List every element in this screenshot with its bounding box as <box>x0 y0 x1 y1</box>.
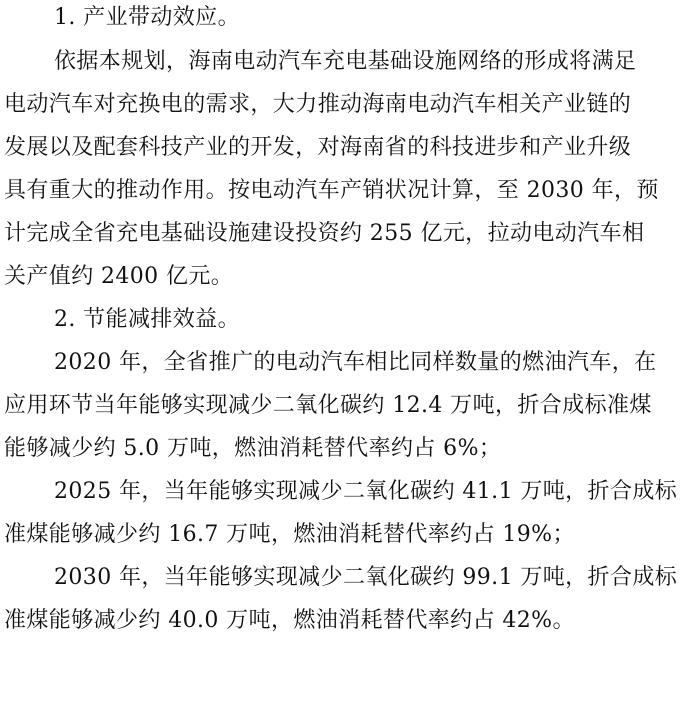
text-line: 发展以及配套科技产业的开发，对海南省的科技进步和产业升级 <box>4 135 632 160</box>
text-line: 准煤能够减少约 16.7 万吨，燃油消耗替代率约占 19%； <box>4 522 575 547</box>
text-line: 2025 年，当年能够实现减少二氧化碳约 41.1 万吨，折合成标 <box>54 479 678 504</box>
section-heading-energy: 2. 节能减排效益。 <box>54 307 240 332</box>
text-line: 依据本规划，海南电动汽车充电基础设施网络的形成将满足 <box>54 49 637 74</box>
text-line: 能够减少约 5.0 万吨，燃油消耗替代率约占 6%； <box>4 436 502 461</box>
text-line: 计完成全省充电基础设施建设投资约 255 亿元，拉动电动汽车相 <box>4 221 645 246</box>
text-line: 电动汽车对充换电的需求，大力推动海南电动汽车相关产业链的 <box>4 92 632 117</box>
text-line: 2020 年，全省推广的电动汽车相比同样数量的燃油汽车，在 <box>54 350 657 375</box>
text-line: 关产值约 2400 亿元。 <box>4 264 234 289</box>
text-line: 2030 年，当年能够实现减少二氧化碳约 99.1 万吨，折合成标 <box>54 565 678 590</box>
text-line: 准煤能够减少约 40.0 万吨，燃油消耗替代率约占 42%。 <box>4 608 575 633</box>
section-heading-industry: 1. 产业带动效应。 <box>54 5 240 30</box>
text-line: 具有重大的推动作用。按电动汽车产销状况计算，至 2030 年，预 <box>4 178 659 203</box>
text-line: 应用环节当年能够实现减少二氧化碳约 12.4 万吨，折合成标准煤 <box>4 393 652 418</box>
